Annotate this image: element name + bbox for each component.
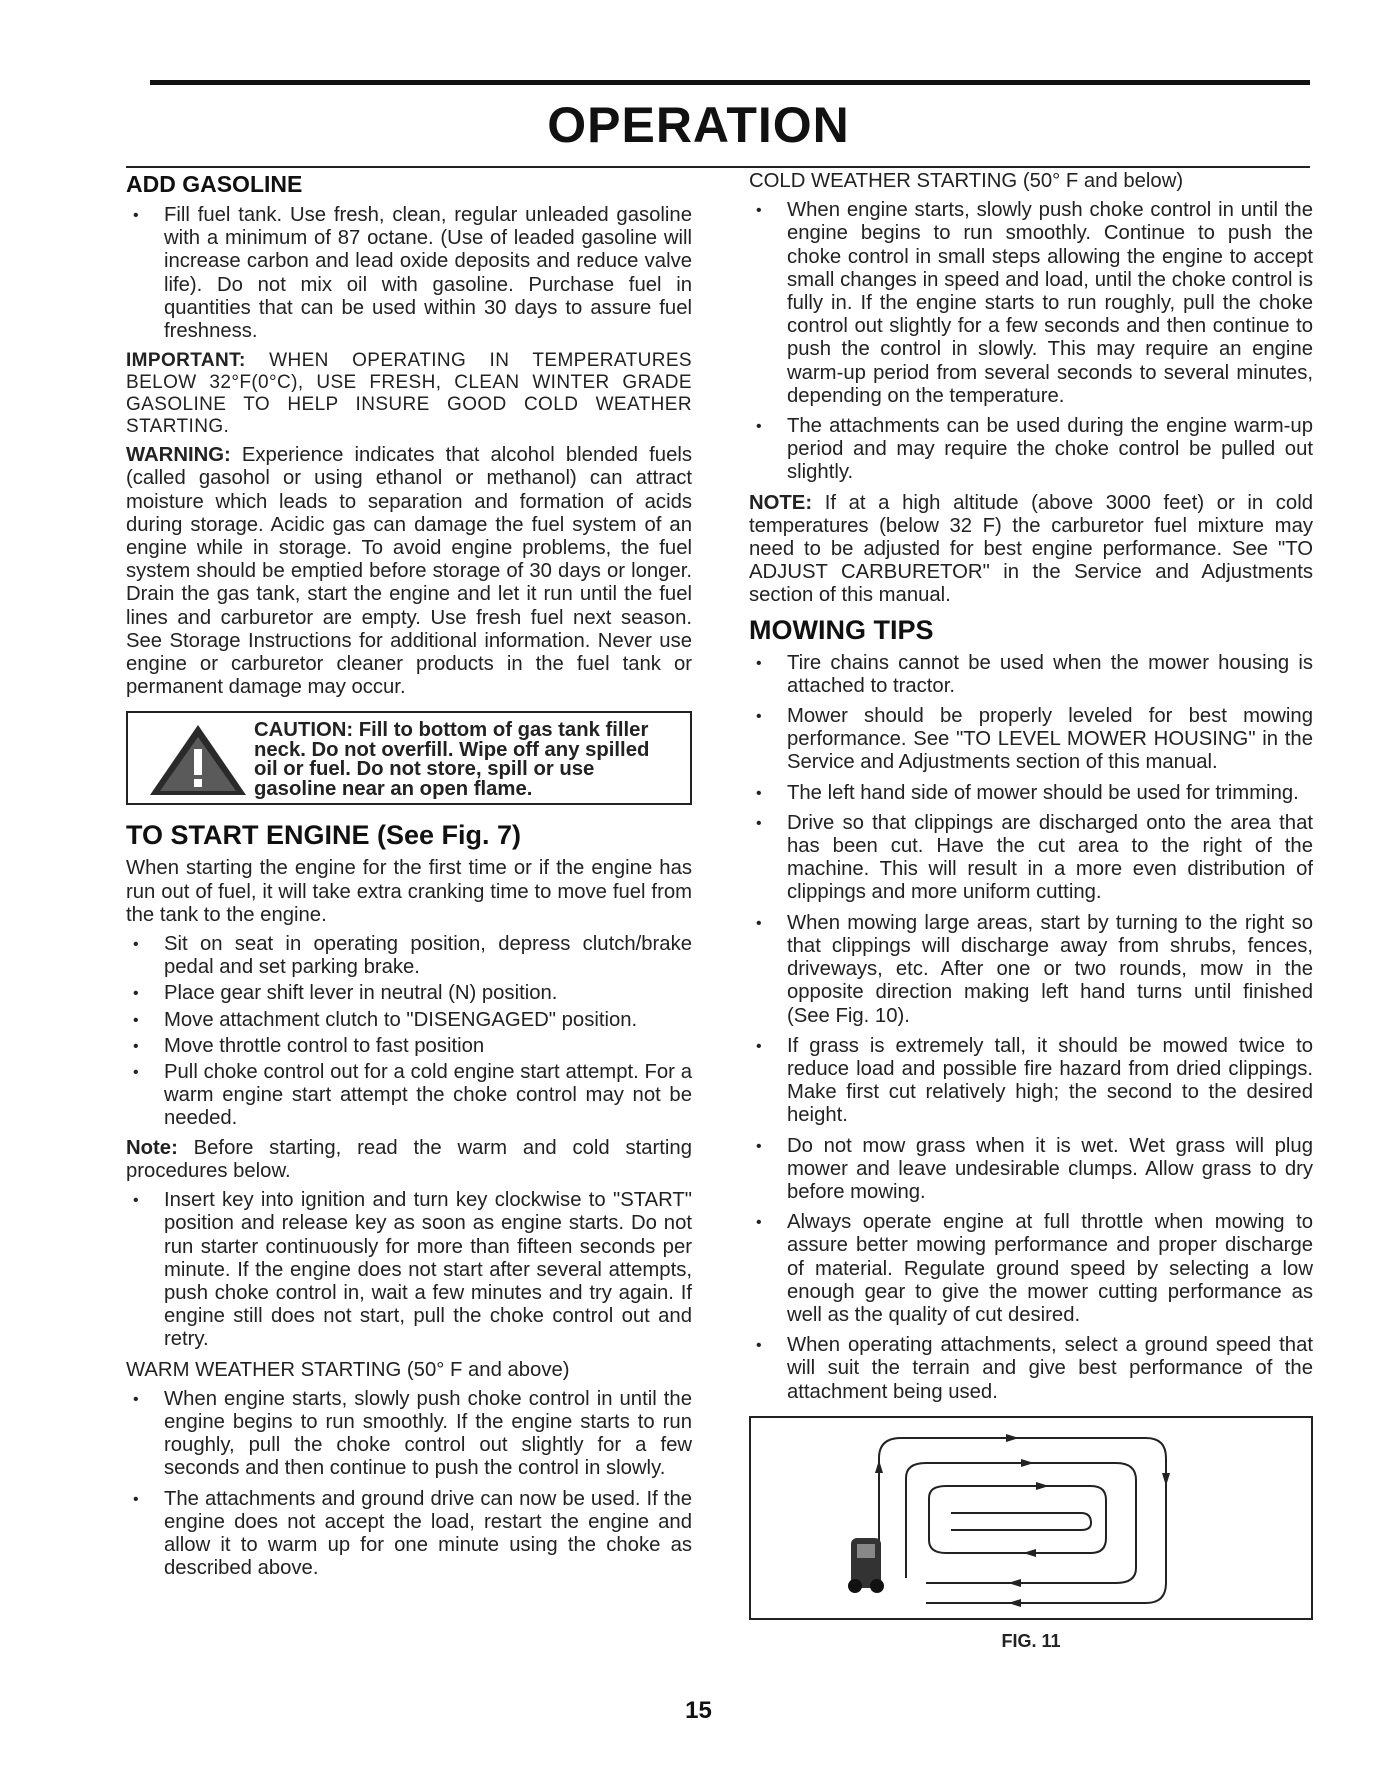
warm-weather-heading: WARM WEATHER STARTING (50° F and above) — [126, 1358, 570, 1381]
start-engine-list — [126, 933, 692, 1131]
start-engine-intro: When starting the engine for the first time or if the engine has run out of fuel, it will take extra cranking time to move fuel from the tank to the engine. — [126, 857, 692, 926]
mowing-path-inner — [951, 1513, 1091, 1530]
warning-label: WARNING: — [126, 444, 231, 467]
note-label: NOTE: — [749, 491, 813, 514]
add-gasoline-heading: ADD GASOLINE — [126, 171, 303, 197]
important-paragraph — [126, 350, 692, 438]
page-number: 15 — [685, 1697, 712, 1724]
page-title: OPERATION — [547, 97, 850, 153]
list-item: • Do not mow grass when it is wet. Wet grass will plug mower and leave undesirable clumps. Allow grass to dry before mowing. — [749, 1135, 1313, 1205]
list-item: • The attachments can be used during the engine warm-up period and may require the choke control be pulled out slightly. — [749, 415, 1313, 485]
list-item: • When operating attachments, select a ground speed that will suit the terrain and give best performance of the attachment being used. — [749, 1334, 1313, 1404]
cold-weather-heading: COLD WEATHER STARTING (50° F and below) — [749, 170, 1184, 192]
right-column — [749, 170, 1313, 1653]
warning-triangle-icon — [148, 723, 248, 797]
list-item: • Tire chains cannot be used when the mower housing is attached to tractor. — [749, 652, 1313, 698]
list-item: • Pull choke control out for a cold engine start attempt. For a warm engine start attempt the choke control may not be needed. — [126, 1061, 692, 1131]
arrow-icon — [875, 1460, 883, 1473]
list-item: • When engine starts, slowly push choke control in until the engine begins to run smoothly. If the engine starts to run roughly, pull the choke control out slightly for a few seconds and then continue to push the control in slowly. — [126, 1388, 692, 1481]
list-item: • When mowing large areas, start by turning to the right so that clippings will discharge away from shrubs, fences, driveways, etc. After one or two rounds, mow in the opposite direction making left hand turns until finished (See Fig. 10). — [749, 912, 1313, 1028]
arrow-icon — [1008, 1579, 1021, 1587]
note-paragraph — [126, 1137, 692, 1183]
mowing-pattern-figure — [749, 1416, 1313, 1620]
arrow-icon — [1006, 1434, 1019, 1442]
arrow-icon — [1036, 1482, 1049, 1490]
caution-box — [126, 711, 692, 805]
warning-paragraph — [126, 444, 692, 699]
figure-caption: FIG. 11 — [1001, 1630, 1061, 1651]
list-item: • The left hand side of mower should be used for trimming. — [749, 782, 1313, 805]
arrow-icon — [1021, 1459, 1034, 1467]
add-gasoline-list — [126, 204, 692, 343]
caution-text: CAUTION: Fill to bottom of gas tank filler neck. Do not overfill. Wipe off any spilled oil or fuel. Do not store, spill or use gasoline near an open flame. — [254, 719, 650, 800]
list-item: • Insert key into ignition and turn key clockwise to "START" position and release key as soon as engine starts. Do not run starter continuously for more than fifteen seconds per minute. If the engine does not start after several attempts, push choke control in, wait a few minutes and try again. If engine still does not start, pull the choke control out and retry. — [126, 1189, 692, 1351]
list-item: • The attachments and ground drive can now be used. If the engine does not accept the load, restart the engine and allow it to warm up for one minute using the choke as described above. — [126, 1488, 692, 1581]
mowing-path-second — [906, 1463, 1136, 1583]
mowing-tips-list — [749, 652, 1313, 1404]
cold-weather-list — [749, 199, 1313, 484]
tractor-icon — [848, 1538, 884, 1593]
list-item: • When engine starts, slowly push choke control in until the engine begins to run smoothly. Continue to push the choke control in small steps allowing the engine to accept small changes in speed and load, until the choke control is fully in. If the engine starts to run roughly, pull the choke control out slightly for a few seconds and then continue to push the control in slowly. This may require an engine warm-up period from several seconds to several minutes, depending on the temperature. — [749, 199, 1313, 408]
mowing-pattern-diagram — [751, 1418, 1311, 1618]
altitude-note — [749, 492, 1313, 608]
ignition-list — [126, 1189, 692, 1351]
arrow-icon — [1008, 1599, 1021, 1607]
mowing-path-third — [929, 1486, 1106, 1553]
list-item: • Move attachment clutch to "DISENGAGED" position. — [126, 1009, 692, 1032]
warm-weather-list — [126, 1388, 692, 1581]
list-item: • Drive so that clippings are discharged onto the area that has been cut. Have the cut area to the right of the machine. This will result in a more even distribution of clippings and more uniform cutting. — [749, 812, 1313, 905]
arrow-icon — [1162, 1473, 1170, 1486]
important-text: WHEN OPERATING IN TEMPERATURES BELOW 32°F(0°C), USE FRESH, CLEAN WINTER GRADE GASOLINE TO HELP INSURE GOOD COLD WEATHER STARTING. — [126, 350, 692, 438]
note-text: If at a high altitude (above 3000 feet) or in cold temperatures (below 32 F) the carburetor fuel mixture may need to be adjusted for best engine performance. See "TO ADJUST CARBURETOR" in the Service and Adjustments section of this manual. — [749, 491, 1313, 607]
list-item: • Mower should be properly leveled for best mowing performance. See "TO LEVEL MOWER HOUSING" in the Service and Adjustments section of this manual. — [749, 705, 1313, 775]
mowing-tips-heading: MOWING TIPS — [749, 614, 934, 645]
top-rule — [150, 80, 1310, 85]
arrow-icon — [1023, 1549, 1036, 1557]
note-label: Note: — [126, 1136, 178, 1159]
warning-text: Experience indicates that alcohol blended fuels (called gasohol or using ethanol or methanol) can attract moisture which leads to separation and formation of acids during storage. Acidic gas can damage the fuel system of an engine while in storage. To avoid engine problems, the fuel system should be emptied before storage of 30 days or longer. Drain the gas tank, start the engine and let it run until the fuel lines and carburetor are empty. Use fresh fuel next season. See Storage Instructions for additional information. Never use engine or carburetor cleaner products in the fuel tank or permanent damage may occur. — [126, 444, 693, 699]
list-item: • Fill fuel tank. Use fresh, clean, regular unleaded gasoline with a minimum of 87 octane. (Use of leaded gasoline will increase carbon and lead oxide deposits and reduce valve life). Do not mix oil with gasoline. Purchase fuel in quantities that can be used within 30 days to assure fuel freshness. — [126, 204, 692, 343]
start-engine-heading: TO START ENGINE (See Fig. 7) — [126, 820, 522, 851]
list-item: • Move throttle control to fast position — [126, 1035, 692, 1058]
important-label: IMPORTANT: — [126, 350, 246, 372]
list-item: • Sit on seat in operating position, depress clutch/brake pedal and set parking brake. — [126, 933, 692, 979]
left-column — [126, 170, 692, 1587]
list-item: • If grass is extremely tall, it should be mowed twice to reduce load and possible fire hazard from dried clippings. Make first cut relatively high; the second to the desired height. — [749, 1035, 1313, 1128]
title-rule — [126, 166, 1310, 168]
note-text: Before starting, read the warm and cold starting procedures below. — [126, 1136, 692, 1182]
list-item: • Always operate engine at full throttle when mowing to assure better mowing performance and proper discharge of material. Regulate ground speed by selecting a low enough gear to give the mower cutting performance as well as the quality of cut desired. — [749, 1211, 1313, 1327]
list-item: • Place gear shift lever in neutral (N) position. — [126, 982, 692, 1005]
